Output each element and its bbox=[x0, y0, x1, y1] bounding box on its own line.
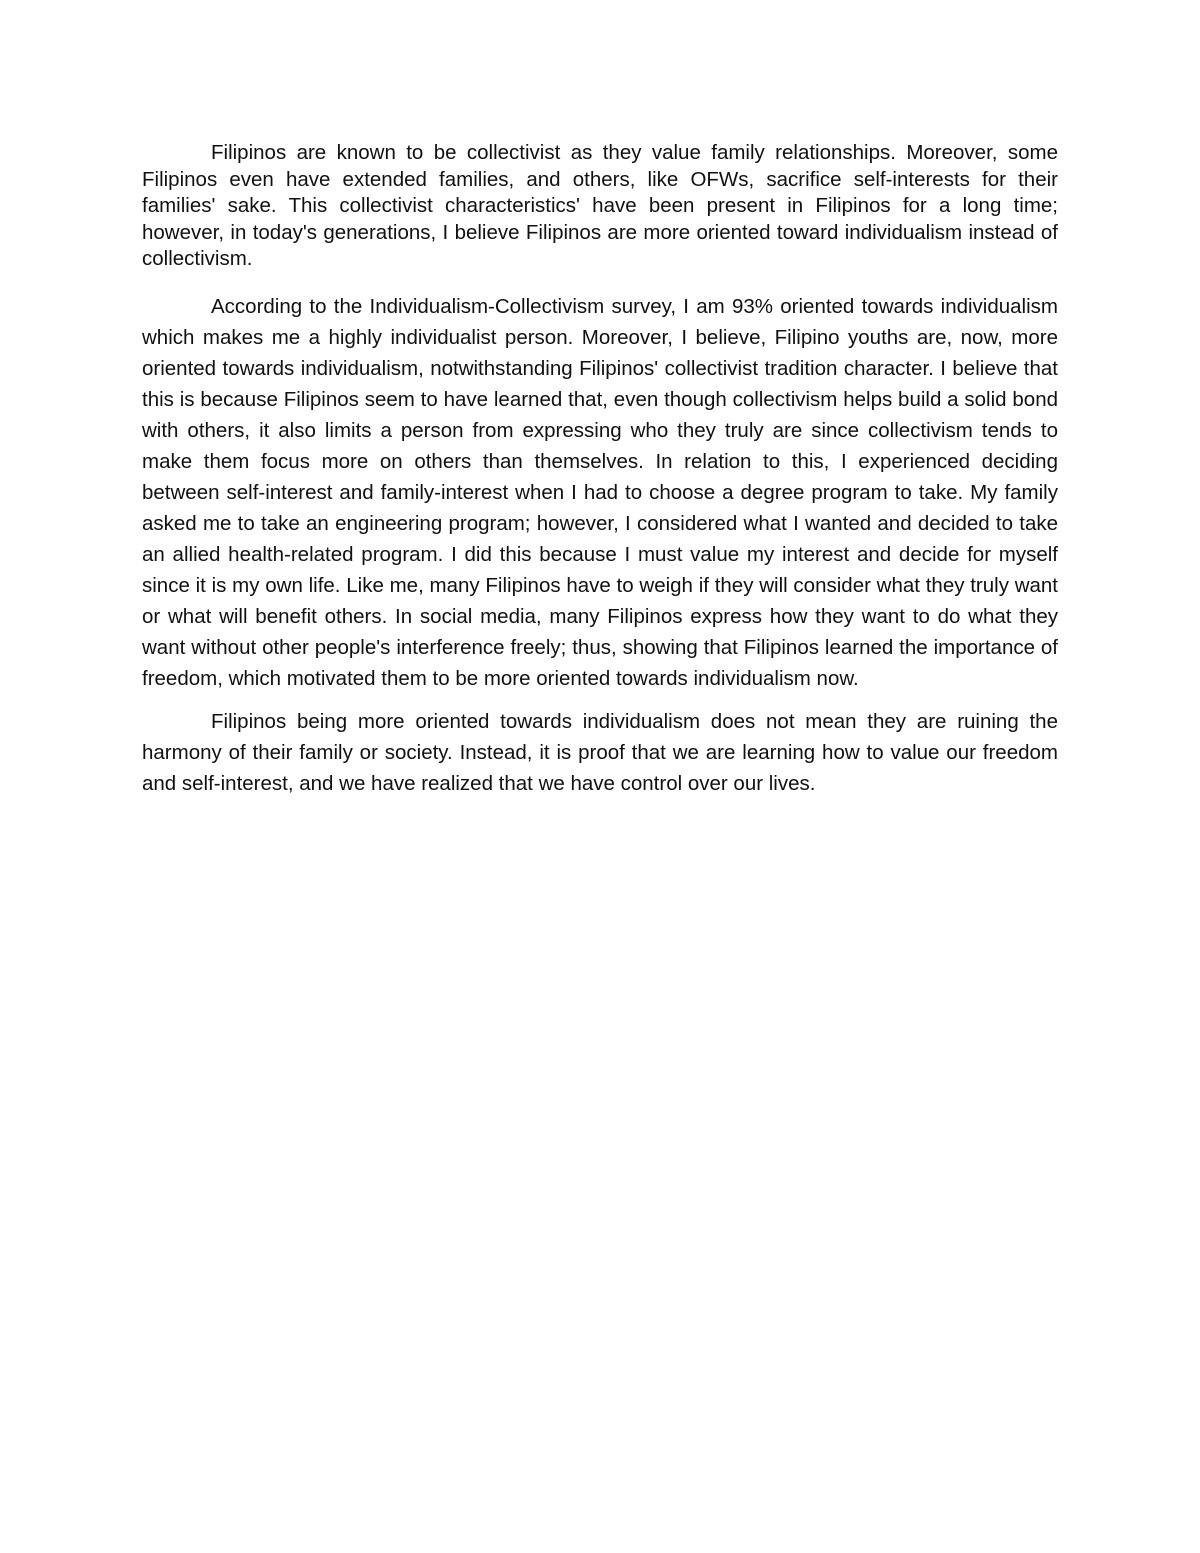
paragraph-1: Filipinos are known to be collectivist as they value family relationships. Moreover, some Filipinos even have extended families, and others, like OFWs, sacrifice self-interests for their families' sake. This collectivist characteristics' have been present in Filipinos for a long time; however, in today's generations, I believe Filipinos are more oriented toward individualism instead of collectivism. bbox=[142, 141, 1058, 270]
paragraph-3: Filipinos being more oriented towards individualism does not mean they are ruining the harmony of their family or society. Instead, it is proof that we are learning how to value our freedom and self-interest, and we have realized that we have control over our lives. bbox=[142, 709, 1058, 795]
paragraph-2: According to the Individualism-Collectivism survey, I am 93% oriented towards individualism which makes me a highly individualist person. Moreover, I believe, Filipino youths are, now, more oriented towards individualism, notwithstanding Filipinos' collectivist tradition character. I believe that this is because Filipinos seem to have learned that, even though collectivism helps build a solid bond with others, it also limits a person from expressing who they truly are since collectivism tends to make them focus more on others than themselves. In relation to this, I experienced deciding between self-interest and family-interest when I had to choose a degree program to take. My family asked me to take an engineering program; however, I considered what I wanted and decided to take an allied health-related program. I did this because I must value my interest and decide for myself since it is my own life. Like me, many Filipinos have to weigh if they will consider what they truly want or what will benefit others. In social media, many Filipinos express how they want to do what they want without other people's interference freely; thus, showing that Filipinos learned the importance of freedom, which motivated them to be more oriented towards individualism now. bbox=[142, 294, 1058, 690]
document-body bbox=[142, 140, 1058, 799]
